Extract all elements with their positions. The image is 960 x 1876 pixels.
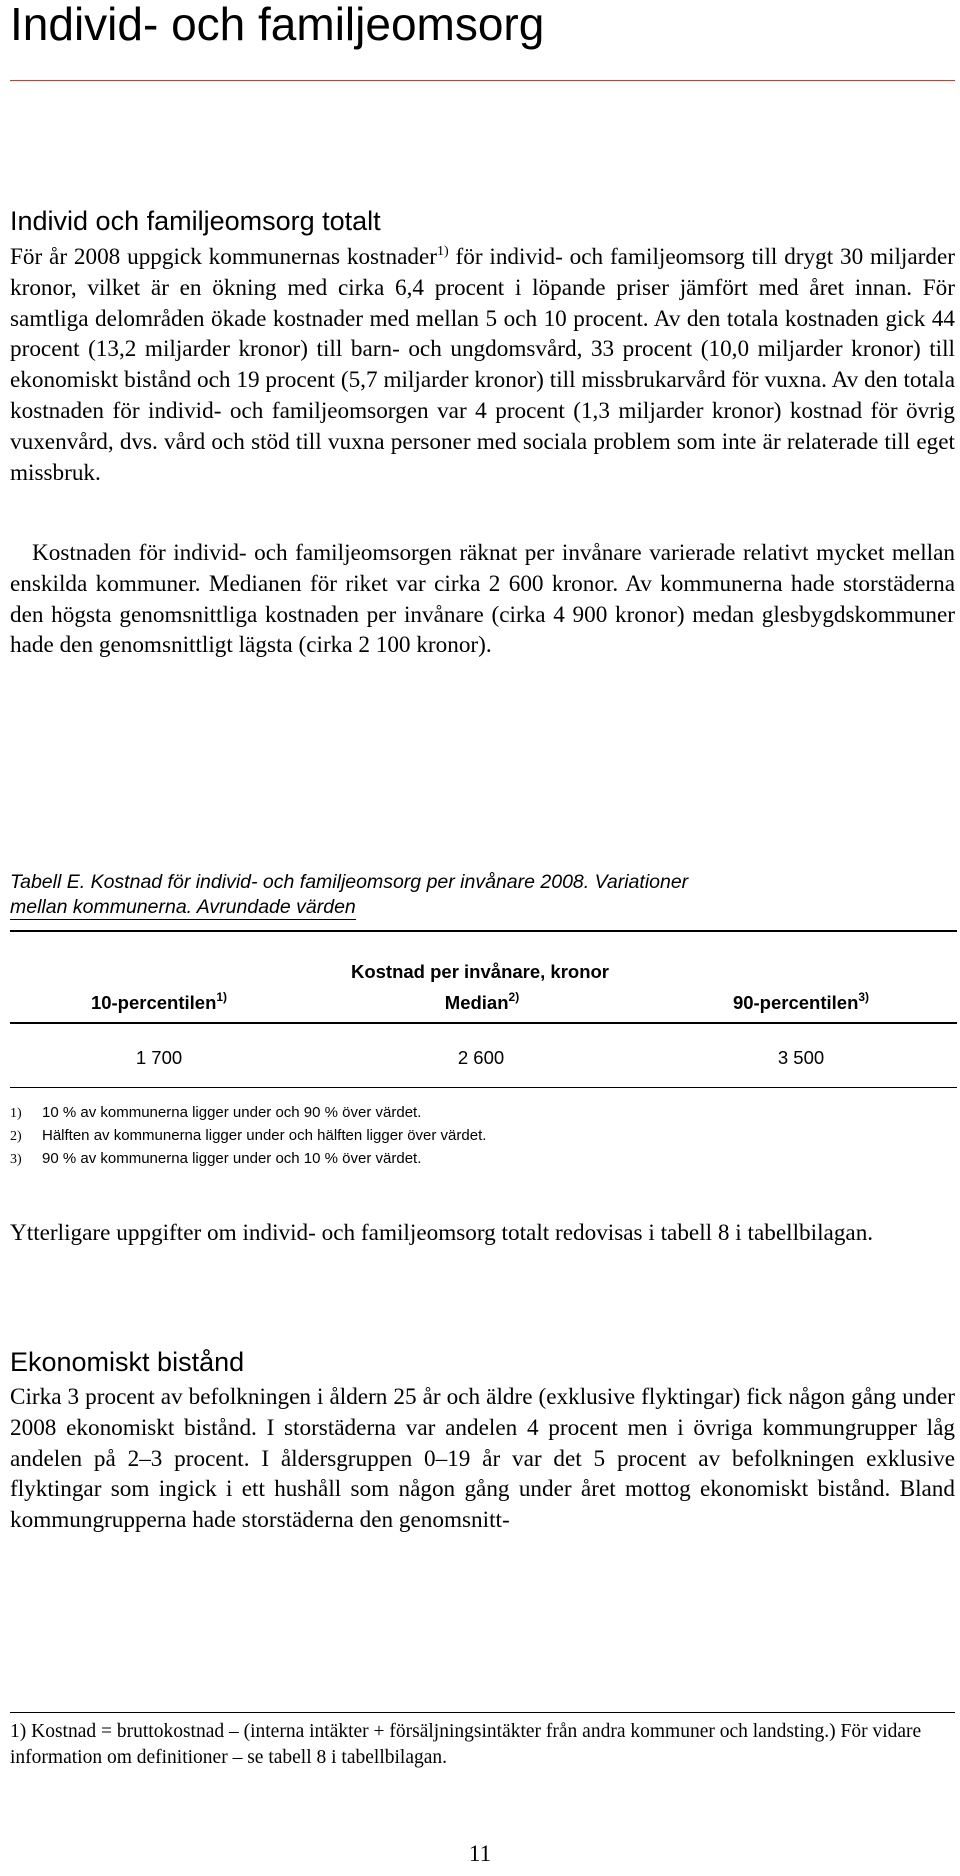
table-bottom-rule bbox=[10, 1087, 957, 1088]
paragraph-text: för individ- och familjeomsorg till drygt 30 miljarder kronor, vilket är en ökning med cirka 6,4 procent i löpande priser jämfört med året innan. För samtliga delområden ökade kostnader med mellan 5 och 10 procent. Av den totala kostnaden gick 44 procent (13,2 miljarder kronor) till barn- och ungdomsvård, 33 procent (10,0 miljarder kronor) till ekonomiskt bistånd och 19 procent (5,7 miljarder kronor) till missbrukarvård för vuxna. Av den totala kostnaden för individ- och familjeomsorgen var 4 procent (1,3 miljarder kronor) kostnad för övrig vuxenvård, dvs. vård och stöd till vuxna personer med sociala problem som inte är relaterade till eget missbruk. bbox=[10, 244, 955, 486]
footnote-reference: 1) bbox=[437, 244, 449, 259]
table-header-rule bbox=[10, 1022, 957, 1024]
paragraph-total-costs bbox=[10, 242, 955, 488]
table-caption-line: Tabell E. Kostnad för individ- och familjeomsorg per invånare 2008. Variationer bbox=[10, 871, 689, 893]
table-cell-median: 2 600 bbox=[457, 1047, 505, 1068]
table-caption-line: mellan kommunerna. Avrundade värden bbox=[10, 896, 356, 918]
table-group-header: Kostnad per invånare, kronor bbox=[350, 961, 610, 982]
table-caption bbox=[10, 870, 955, 920]
paragraph-per-capita bbox=[10, 538, 955, 661]
table-note: 3) 90 % av kommunerna ligger under och 10 % över värdet. bbox=[10, 1150, 422, 1167]
title-rule bbox=[10, 80, 955, 81]
table-note: 1) 10 % av kommunerna ligger under och 90 % över värdet. bbox=[10, 1104, 422, 1121]
table-cell-p10: 1 700 bbox=[135, 1047, 183, 1068]
paragraph-text: Kostnaden för individ- och familjeomsorgen räknat per invånare varierade relativt mycket mellan enskilda kommuner. Medianen för riket var cirka 2 600 kronor. Av kommunerna hade storstäderna den högsta genomsnittliga kostnaden per invånare (cirka 4 900 kronor) medan glesbygdskommuner hade den genomsnittligt lägsta (cirka 2 100 kronor). bbox=[10, 540, 955, 659]
paragraph-ekonomiskt: Cirka 3 procent av befolkningen i åldern 25 år och äldre (exklusive flyktingar) fick någon gång under 2008 ekonomiskt bistånd. I storstäderna var andelen 4 procent men i övriga kommungrupper låg andelen på 2–3 procent. I åldersgruppen 0–19 år var det 5 procent av befolkningen exklusive flyktingar som ingick i ett hushåll som någon gång under året mottog ekonomiskt bistånd. Bland kommungrupperna hade storstäderna den genomsnitt- bbox=[10, 1384, 955, 1534]
table-cell-p90: 3 500 bbox=[777, 1047, 825, 1068]
paragraph-text: För år 2008 uppgick kommunernas kostnader bbox=[10, 244, 437, 270]
table-note: 2) Hälften av kommunerna ligger under och hälften ligger över värdet. bbox=[10, 1127, 487, 1144]
footnote: 1) Kostnad = bruttokostnad – (interna intäkter + försäljningsintäkter från andra kommuner och landsting.) För vidare information om definitioner – se tabell 8 i tabellbilagan. bbox=[10, 1721, 922, 1768]
column-header-p90: 90-percentilen$^{3)}$ bbox=[732, 990, 870, 1013]
column-header-median: Median$^{2)}$ bbox=[444, 990, 520, 1013]
paragraph-more-info: Ytterligare uppgifter om individ- och familjeomsorg totalt redovisas i tabell 8 i tabellbilagan. bbox=[10, 1220, 874, 1246]
footnote-rule bbox=[10, 1712, 955, 1713]
table-top-rule bbox=[10, 930, 957, 932]
section-heading-ekonomiskt: Ekonomiskt bistånd bbox=[10, 1347, 245, 1377]
column-header-p10: 10-percentilen$^{1)}$ bbox=[90, 990, 228, 1013]
page-number: 11 bbox=[468, 1841, 492, 1866]
section-heading-total: Individ och familjeomsorg totalt bbox=[10, 206, 381, 236]
page-title: Individ- och familjeomsorg bbox=[10, 0, 545, 50]
